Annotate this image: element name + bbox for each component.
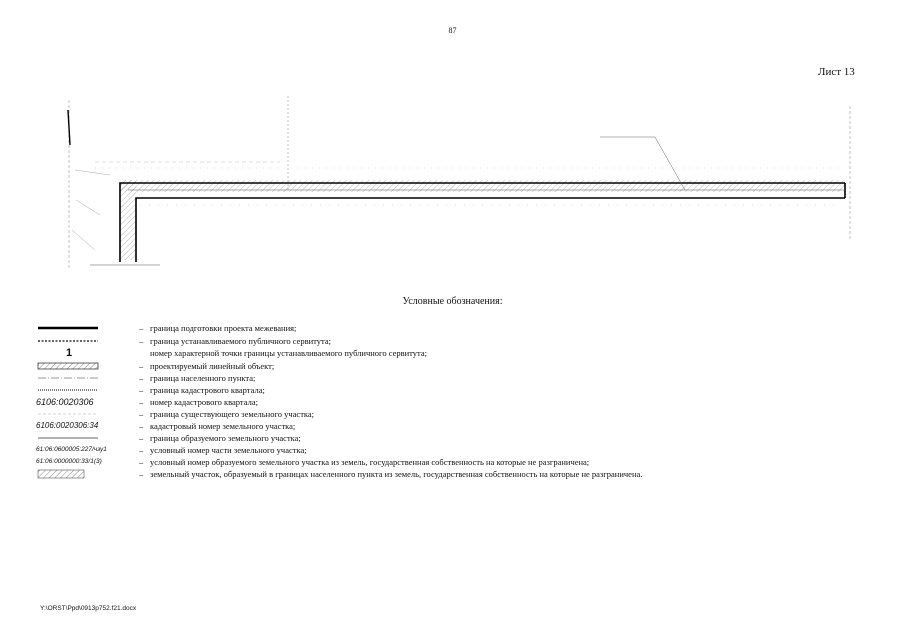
linear-object-symbol: [36, 360, 102, 372]
legend-item: – граница кадастрового квартала;: [36, 384, 876, 396]
page-number: 87: [448, 26, 457, 35]
footer-file-path: Y:\ORST\Ppd\0913p752.f21.docx: [40, 605, 137, 612]
legend-item: – граница существующего земельного участка;: [36, 408, 876, 420]
thick-line-symbol: [36, 322, 102, 334]
legend-item: – граница населенного пункта;: [36, 372, 876, 384]
legend-item: – земельный участок, образуемый в границах населенного пункта из земель, государственная собственность на которые не разграничена.: [36, 468, 876, 480]
legend-item: 1 номер характерной точки границы устанавливаемого публичного сервитута;: [36, 347, 876, 359]
legend-item: 6106:0020306 – номер кадастрового квартала;: [36, 397, 258, 407]
part-number-symbol: 61:06:0600005:227/чзу1: [36, 446, 107, 453]
point-number-symbol: 1: [65, 347, 73, 359]
parcel-boundary-symbol: [36, 408, 102, 420]
settlement-boundary-symbol: [36, 372, 102, 384]
legend-item: 6106:0020306:34 – кадастровый номер земельного участка;: [36, 421, 296, 431]
servitude-boundary-symbol: [36, 335, 102, 347]
hatched-area-symbol: [36, 468, 102, 480]
project-boundary-line: [120, 183, 845, 262]
legend-item: – граница образуемого земельного участка;: [36, 432, 876, 444]
new-parcel-boundary-symbol: [36, 432, 102, 444]
legend-item: – граница устанавливаемого публичного сервитута;: [36, 335, 876, 347]
legend-item: 61:06:0600005:227/чзу1 – условный номер части земельного участка;: [36, 445, 307, 455]
new-parcel-number-symbol: 61:06:0000000:33/1(3): [36, 458, 102, 465]
legend-item: – граница подготовки проекта межевания;: [36, 322, 876, 334]
quarter-number-symbol: 6106:0020306: [36, 397, 94, 407]
sheet-label: Лист 13: [818, 66, 855, 78]
cadastral-plan-drawing: [0, 0, 905, 290]
parcel-number-symbol: 6106:0020306:34: [36, 421, 99, 430]
legend-title: Условные обозначения:: [402, 296, 503, 307]
quarter-boundary-symbol: [36, 384, 102, 396]
legend-item: 61:06:0000000:33/1(3) – условный номер образуемого земельного участка из земель, государственная собственность на которые не разграничена;: [36, 457, 590, 467]
legend-item: – проектируемый линейный объект;: [36, 360, 876, 372]
